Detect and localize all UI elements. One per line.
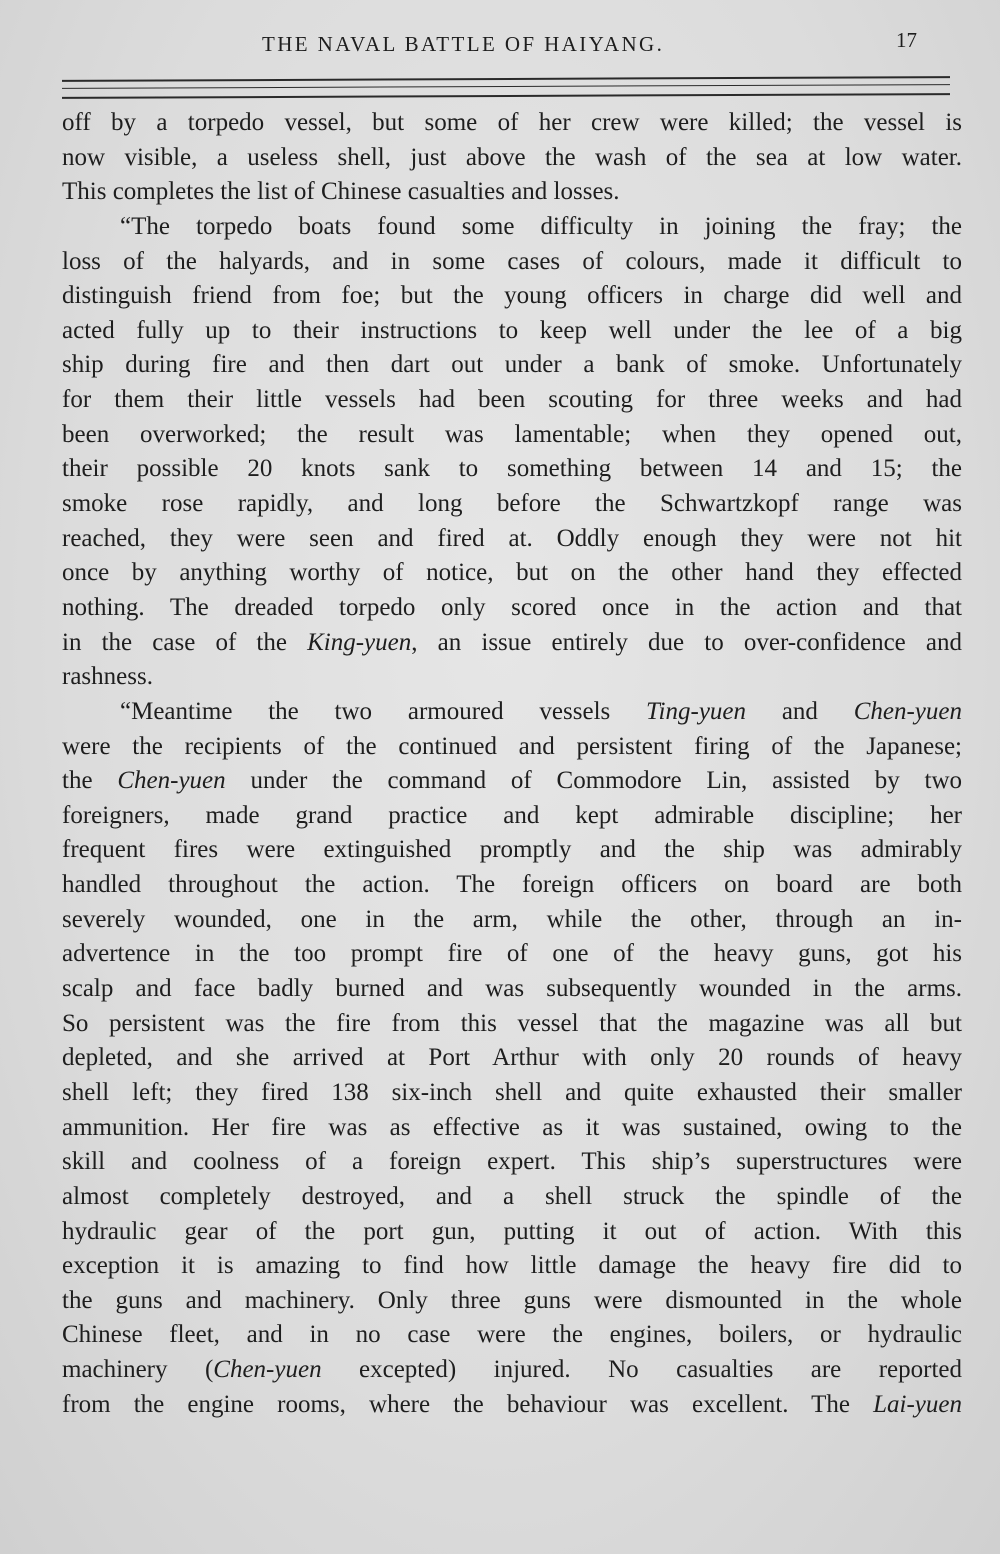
text-line (62, 279, 962, 314)
text-segment: for them their little vessels had been scouting for three weeks and had (62, 386, 962, 414)
text-segment: hydraulic gear of the port gun, putting it out of action. With this (62, 1217, 962, 1245)
text-segment: acted fully up to their instructions to keep well under the lee of a big (62, 316, 962, 344)
running-title: THE NAVAL BATTLE OF HAIYANG. (262, 32, 665, 56)
text-line (62, 418, 962, 453)
header-rule-thin (62, 84, 950, 89)
text-segment: the (62, 767, 118, 795)
header-rule-thick (62, 76, 950, 82)
header-rule-bottom (62, 93, 950, 99)
text-line (62, 903, 962, 938)
text-line (62, 799, 962, 834)
text-segment: Chinese fleet, and in no case were the engines, boilers, or hydraulic (62, 1321, 962, 1349)
text-segment: their possible 20 knots sank to something between 14 and 15; the (62, 455, 962, 483)
ship-name: King-yuen (307, 628, 412, 656)
text-segment: “Meantime the two armoured vessels (120, 697, 647, 725)
text-segment: off by a torpedo vessel, but some of her crew were killed; the vessel is (62, 109, 962, 136)
text-segment: under the command of Commodore Lin, assisted by two (225, 767, 962, 795)
ship-name: Chen-yuen (853, 697, 962, 725)
text-segment: nothing. The dreaded torpedo only scored once in the action and that (62, 593, 962, 621)
text-line (62, 833, 962, 868)
text-segment: excepted) injured. No casualties are reported (321, 1356, 962, 1384)
text-segment: machinery ( (62, 1356, 214, 1384)
text-line (62, 1145, 962, 1180)
text-line (62, 1353, 962, 1388)
text-line (62, 937, 962, 972)
text-segment: from the engine rooms, where the behaviour was excellent. The (62, 1390, 874, 1418)
text-segment: smoke rose rapidly, and long before the Schwartzkopf range was (62, 490, 962, 518)
text-segment: frequent fires were extinguished promptly and the ship was admirably (62, 836, 962, 864)
text-segment: severely wounded, one in the arm, while the other, through an in- (62, 905, 962, 933)
text-line (62, 314, 962, 349)
text-line (62, 626, 962, 661)
page-number: 17 (896, 28, 917, 52)
text-line (62, 348, 962, 383)
text-segment: ammunition. Her fire was as effective as it was sustained, owing to the (62, 1113, 962, 1141)
text-line (62, 1318, 962, 1353)
text-line (62, 106, 962, 141)
text-segment: foreigners, made grand practice and kept admirable discipline; her (62, 801, 962, 829)
text-segment: , an issue entirely due to over-confidence and (411, 628, 963, 656)
text-line (62, 556, 962, 591)
text-segment: reached, they were seen and fired at. Oddly enough they were not hit (62, 524, 962, 552)
ship-name: Lai-yuen (873, 1390, 962, 1418)
body-text (62, 106, 962, 1422)
text-segment: scalp and face badly burned and was subsequently wounded in the arms. (62, 975, 962, 1003)
text-segment: skill and coolness of a foreign expert. This ship’s superstructures were (62, 1148, 962, 1176)
text-line (62, 1076, 962, 1111)
text-segment: loss of the halyards, and in some cases of colours, made it difficult to (62, 247, 962, 275)
text-line (62, 660, 962, 695)
text-line (62, 175, 962, 210)
text-line (62, 695, 962, 730)
ship-name: Chen-yuen (117, 767, 226, 795)
text-line (62, 1041, 962, 1076)
text-segment: once by anything worthy of notice, but on the other hand they effected (62, 559, 962, 587)
text-line (62, 141, 962, 176)
text-segment: This completes the list of Chinese casualties and losses. (62, 178, 620, 206)
text-segment: in the case of the (62, 628, 308, 656)
text-segment: now visible, a useless shell, just above the wash of the sea at low water. (62, 143, 962, 171)
text-line (62, 1284, 962, 1319)
text-line (62, 730, 962, 765)
ship-name: Ting-yuen (646, 697, 747, 725)
text-segment: depleted, and she arrived at Port Arthur with only 20 rounds of heavy (62, 1044, 962, 1072)
text-line (62, 383, 962, 418)
text-line (62, 764, 962, 799)
text-segment: almost completely destroyed, and a shell struck the spindle of the (62, 1182, 962, 1210)
ship-name: Chen-yuen (213, 1356, 322, 1384)
text-line (62, 1180, 962, 1215)
text-segment: ship during fire and then dart out under a bank of smoke. Unfortunately (62, 351, 962, 379)
text-line (62, 1111, 962, 1146)
text-line (62, 452, 962, 487)
text-segment: “The torpedo boats found some difficulty in joining the fray; the (120, 212, 962, 240)
text-segment: advertence in the too prompt fire of one of the heavy guns, got his (62, 940, 962, 968)
text-segment: rashness. (62, 663, 153, 691)
text-line (62, 1007, 962, 1042)
text-segment: shell left; they fired 138 six-inch shell and quite exhausted their smaller (62, 1078, 962, 1106)
text-line (62, 1388, 962, 1423)
text-line (62, 1215, 962, 1250)
text-line (62, 591, 962, 626)
text-segment: the guns and machinery. Only three guns were dismounted in the whole (62, 1286, 962, 1314)
text-segment: distinguish friend from foe; but the young officers in charge did well and (62, 282, 962, 310)
text-segment: and (746, 697, 854, 725)
text-segment: handled throughout the action. The foreign officers on board are both (62, 871, 962, 899)
text-line (62, 972, 962, 1007)
text-line (62, 1249, 962, 1284)
text-line (62, 245, 962, 280)
text-line (62, 487, 962, 522)
text-segment: exception it is amazing to find how little damage the heavy fire did to (62, 1252, 962, 1280)
text-line (62, 522, 962, 557)
running-head (0, 28, 1000, 68)
text-segment: So persistent was the fire from this vessel that the magazine was all but (62, 1009, 962, 1037)
text-line (62, 868, 962, 903)
text-segment: were the recipients of the continued and persistent firing of the Japanese; (62, 732, 962, 760)
text-line (62, 210, 962, 245)
text-segment: been overworked; the result was lamentable; when they opened out, (62, 420, 962, 448)
